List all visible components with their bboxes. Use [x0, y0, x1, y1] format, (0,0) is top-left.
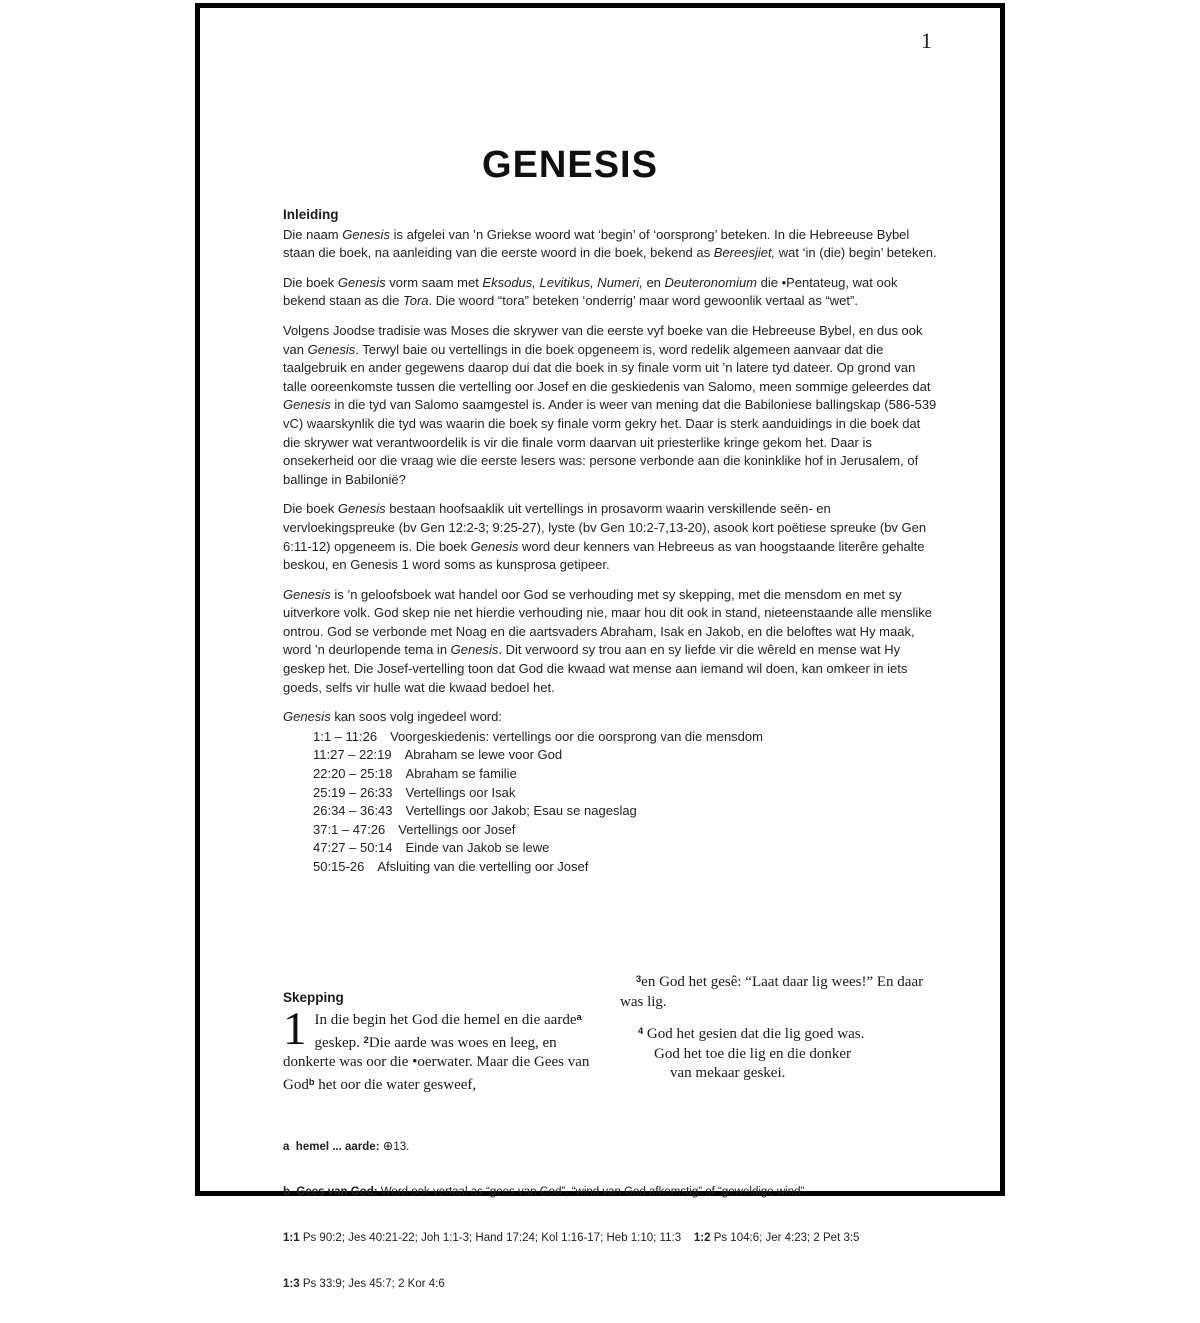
text-run: Genesis — [337, 501, 386, 517]
outline-item — [283, 784, 940, 803]
text-run: Word ook vertaal as “gees van God”, “wind van God afkomstig” of “geweldige wind”. — [377, 1186, 808, 1199]
text-run: Ps 104:6; Jer 4:23; 2 Pet 3:5 — [710, 1232, 860, 1245]
text-run: en God het gesê: “Laat daar lig wees!” En daar was lig. — [620, 974, 924, 1010]
intro-paragraph — [283, 226, 940, 263]
book-title: GENESIS — [482, 144, 658, 186]
verse-3 — [620, 970, 943, 1012]
outline-range: 1:1 – 11:26 — [313, 728, 378, 744]
text-run: van mekaar geskei. — [670, 1064, 786, 1081]
text-run: a — [576, 1012, 582, 1022]
outline-item — [283, 821, 940, 840]
outline-desc: Vertellings oor Josef — [398, 821, 516, 837]
outline-desc: Abraham se familie — [405, 766, 517, 782]
text-run: 2 — [363, 1034, 369, 1045]
outline-item — [283, 802, 940, 821]
page-number: 1 — [921, 28, 932, 53]
text-run: bestaan hoofsaaklik uit vertellings in prosavorm waarin verskillende seën- en vervloekingspreuke (bv Gen 12:2-3; 9:25-27), lyste (bv Gen 10:2-7,13-20), asook kort poëtiese spreuke (bv Gen 6:11-12) opgeneem is. Die boek — [283, 501, 927, 554]
text-run: Genesis — [450, 642, 499, 658]
text-run: is afgelei van ’n Griekse woord wat ‘begin’ of ‘oorsprong’ beteken. In die Hebreeuse Bybel staan die boek, na aanleiding van die eerste woord in die boek, bekend as — [283, 226, 910, 261]
cross-references-line — [283, 1277, 945, 1292]
outline-range: 37:1 – 47:26 — [313, 821, 386, 837]
footnotes-section — [283, 1108, 945, 1323]
text-run: word deur kenners van Hebreeus as van hoogstaande literêre gehalte beskou, en Genesis 1 word soms as kunsprosa getipeer. — [283, 538, 925, 573]
text-run: Volgens Joodse tradisie was Moses die skrywer van die eerste vyf boeke van die Hebreeuse Bybel, en dus ook van — [283, 322, 923, 357]
text-run: Gees van God: — [296, 1186, 378, 1199]
outline-item — [283, 728, 940, 747]
verses-1-2 — [283, 1003, 607, 1095]
outline-desc: Voorgeskiedenis: vertellings oor die oorsprong van die mensdom — [390, 728, 763, 744]
globe-icon: ⊕ — [382, 1138, 394, 1153]
text-run: Die naam — [283, 226, 343, 242]
text-run: Genesis — [283, 586, 331, 602]
outline-lead — [283, 708, 940, 727]
cross-references-line — [283, 1231, 945, 1246]
text-run: 13. — [393, 1140, 410, 1153]
text-run: in die tyd van Salomo saamgestel is. Ander is weer van mening dat die Babiloniese ballingskap (586-539 vC) waarskynlik die tyd was waarin die boek sy finale vorm gekry het. Daar is sterk aanduidings in die boek dat die skrywer wat verantwoordelik is vir die finale vorm daarvan uit priesterlike kringe gekom het. Daar is onsekerheid oor die vraag wie die eerste lesers was: persone verbonde aan die koninklike hof in Jerusalem, of ballinge in Babilonië? — [283, 397, 937, 487]
footnote-b — [283, 1185, 945, 1200]
text-run: die •Pentateug, wat ook bekend staan as die — [283, 274, 898, 309]
verse-text — [283, 1003, 607, 1095]
text-run: en — [642, 274, 665, 290]
outline-range: 50:15-26 — [313, 859, 365, 874]
text-run: Bereesjiet, — [713, 245, 776, 261]
intro-paragraph — [283, 500, 940, 574]
text-run: Genesis — [470, 538, 519, 554]
text-run: . Terwyl baie ou vertellings in die boek opgeneem is, word redelik algemeen aanvaar dat die taalgebruik en ander gegewens daarop dui dat die boek in sy finale vorm uit ’n latere tyd dateer. Op grond van talle ooreenkomste tussen die vertelling oor Josef en die geskiedenis van Salomo, meen sommige geleerdes dat — [283, 341, 931, 394]
text-run: Die boek — [283, 274, 338, 290]
text-run: Ps 33:9; Jes 45:7; 2 Kor 4:6 — [299, 1278, 445, 1291]
scripture-column-right — [620, 970, 943, 1095]
text-run: 3 — [636, 974, 642, 984]
text-run: kan soos volg ingedeel word: — [330, 709, 502, 725]
text-run: God het toe die lig en die donker — [654, 1045, 852, 1062]
text-run: hemel ... aarde: — [295, 1140, 380, 1153]
page-sheet — [195, 3, 1005, 1291]
chapter-number: 1 — [283, 1003, 307, 1055]
outline-range: 25:19 – 26:33 — [313, 784, 393, 800]
text-run: Eksodus, Levitikus, Numeri, — [482, 274, 643, 290]
text-run: Deuteronomium — [664, 274, 758, 290]
text-run: wat ‘in (die) begin’ beteken. — [775, 245, 937, 261]
outline-desc: Einde van Jakob se lewe — [405, 840, 550, 856]
outline-desc: Abraham se lewe voor God — [404, 747, 563, 763]
intro-paragraph — [283, 274, 940, 311]
outline-range: 11:27 – 22:19 — [313, 747, 392, 763]
text-run: 1:1 — [283, 1232, 300, 1245]
outline-range: 22:20 – 25:18 — [313, 766, 393, 782]
text-run: . Dit verwoord sy trou aan en sy liefde vir die wêreld en mense wat Hy geskep het. Die Josef-vertelling toon dat God die kwaad wat mense aan iemand wil doen, kan omkeer in iets goeds, selfs vir hulle wat die kwaad bedoel het. — [283, 642, 908, 695]
text-run: In die begin het God die hemel en die aarde — [314, 1012, 577, 1029]
text-run: 1:2 — [693, 1232, 711, 1245]
footnote-a — [283, 1139, 945, 1155]
outline-item — [283, 746, 940, 765]
outline-item — [283, 765, 940, 784]
outline-item — [283, 839, 940, 858]
text-run: Genesis — [283, 709, 331, 725]
text-run: Genesis — [342, 226, 390, 242]
text-run: Die boek — [283, 501, 338, 517]
text-run: Ps 90:2; Jes 40:21-22; Joh 1:1-3; Hand 17:24; Kol 1:16-17; Heb 1:10; 11:3 — [299, 1232, 694, 1245]
outline-desc: Vertellings oor Jakob; Esau se nageslag — [405, 803, 637, 819]
text-run: b — [283, 1186, 291, 1199]
text-run: Genesis — [337, 274, 386, 290]
text-run: b — [308, 1076, 315, 1087]
verse-4-line — [620, 1064, 943, 1083]
text-run: geskep. — [314, 1034, 364, 1051]
verse-4 — [620, 1022, 943, 1083]
text-run: Die aarde was woes en leeg, en donkerte was oor die •oerwater. Maar die Gees van God — [283, 1034, 590, 1093]
outline-range: 47:27 – 50:14 — [313, 840, 393, 856]
text-run: God het gesien dat die lig goed was. — [643, 1026, 865, 1043]
outline-desc: Vertellings oor Isak — [405, 784, 516, 800]
verse-4-line — [620, 1022, 943, 1045]
scripture-column-left — [283, 970, 607, 1095]
intro-heading: Inleiding — [283, 207, 339, 222]
verse-4-line — [620, 1045, 943, 1064]
outline-desc: Afsluiting van die vertelling oor Josef — [377, 859, 589, 874]
outline-range: 26:34 – 36:43 — [313, 803, 393, 819]
outline-item — [283, 858, 940, 877]
text-run: a — [283, 1140, 290, 1153]
text-run: vorm saam met — [385, 274, 483, 290]
section-heading-skepping: Skepping — [283, 990, 344, 1005]
text-run: Genesis — [307, 341, 356, 357]
text-run: Tora — [402, 293, 429, 309]
text-run: het oor die water gesweef, — [314, 1076, 477, 1093]
introduction-section — [283, 206, 940, 877]
text-run: is ’n geloofsboek wat handel oor God se verhouding met sy skepping, met die mensdom en met sy uitverkore volk. God skep nie net hierdie verhouding nie, maar hou dit ook in stand, nieteenstaande alle menslike ontrou. God se verbonde met Noag en die aartsvaders Abraham, Isak en Jakob, en die beloftes wat Hy maak, word ’n deurlopende tema in — [283, 586, 932, 658]
book-outline — [283, 728, 940, 877]
text-run: 1:3 — [283, 1278, 300, 1291]
scripture-section — [283, 970, 943, 1095]
intro-paragraph — [283, 322, 940, 489]
text-run: Genesis — [283, 397, 331, 413]
text-run: 4 — [638, 1025, 644, 1036]
text-run: . Die woord “tora” beteken ‘onderrig’ maar word gewoonlik vertaal as “wet”. — [428, 293, 858, 309]
intro-paragraph — [283, 586, 940, 698]
